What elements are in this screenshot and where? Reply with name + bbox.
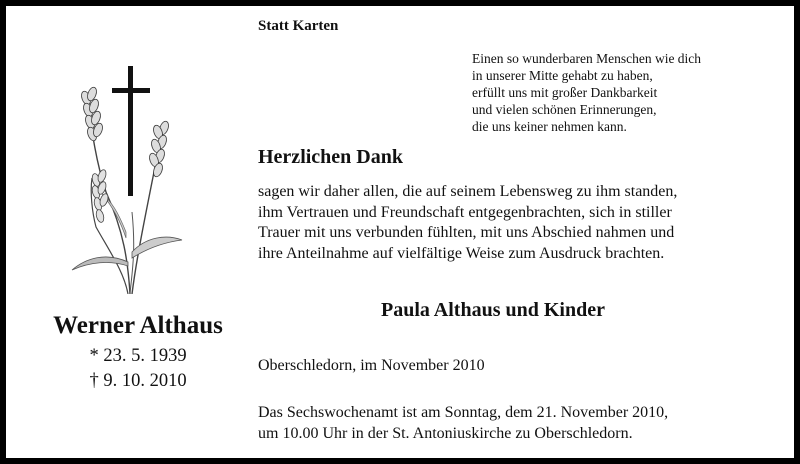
mass-line: Das Sechswochenamt ist am Sonntag, dem 21. November 2010, bbox=[258, 404, 669, 421]
deceased-name: Werner Althaus bbox=[53, 312, 223, 339]
cross-with-wheat-icon bbox=[66, 62, 196, 294]
thanks-body bbox=[258, 182, 793, 264]
thanks-line: ihm Vertrauen und Freundschaft entgegenbrachten, sich in stiller bbox=[258, 203, 672, 221]
birth-date: * 23. 5. 1939 bbox=[89, 346, 187, 366]
memorial-mass-info bbox=[258, 403, 668, 444]
poem-line: erfüllt uns mit großer Dankbarkeit bbox=[472, 85, 658, 100]
poem-line: die uns keiner nehmen kann. bbox=[472, 119, 627, 134]
poem bbox=[472, 50, 701, 135]
signer-name: Paula Althaus und Kinder bbox=[381, 299, 605, 321]
thanks-title: Herzlichen Dank bbox=[258, 146, 403, 168]
place-date: Oberschledorn, im November 2010 bbox=[258, 357, 485, 374]
poem-line: und vielen schönen Erinnerungen, bbox=[472, 102, 657, 117]
thanks-line: ihre Anteilnahme auf vielfältige Weise zum Ausdruck brachten. bbox=[258, 244, 665, 262]
mass-line: um 10.00 Uhr in der St. Antoniuskirche zu Oberschledorn. bbox=[258, 424, 633, 442]
statt-karten-heading: Statt Karten bbox=[258, 18, 339, 34]
thanks-line: sagen wir daher allen, die auf seinem Lebensweg zu ihm standen, bbox=[258, 183, 678, 200]
thanks-line: Trauer mit uns verbunden fühlten, mit uns Abschied nahmen und bbox=[258, 224, 675, 241]
death-date: † 9. 10. 2010 bbox=[89, 371, 187, 391]
poem-line: Einen so wunderbaren Menschen wie dich bbox=[472, 51, 702, 66]
poem-line: in unserer Mitte gehabt zu haben, bbox=[472, 68, 653, 83]
